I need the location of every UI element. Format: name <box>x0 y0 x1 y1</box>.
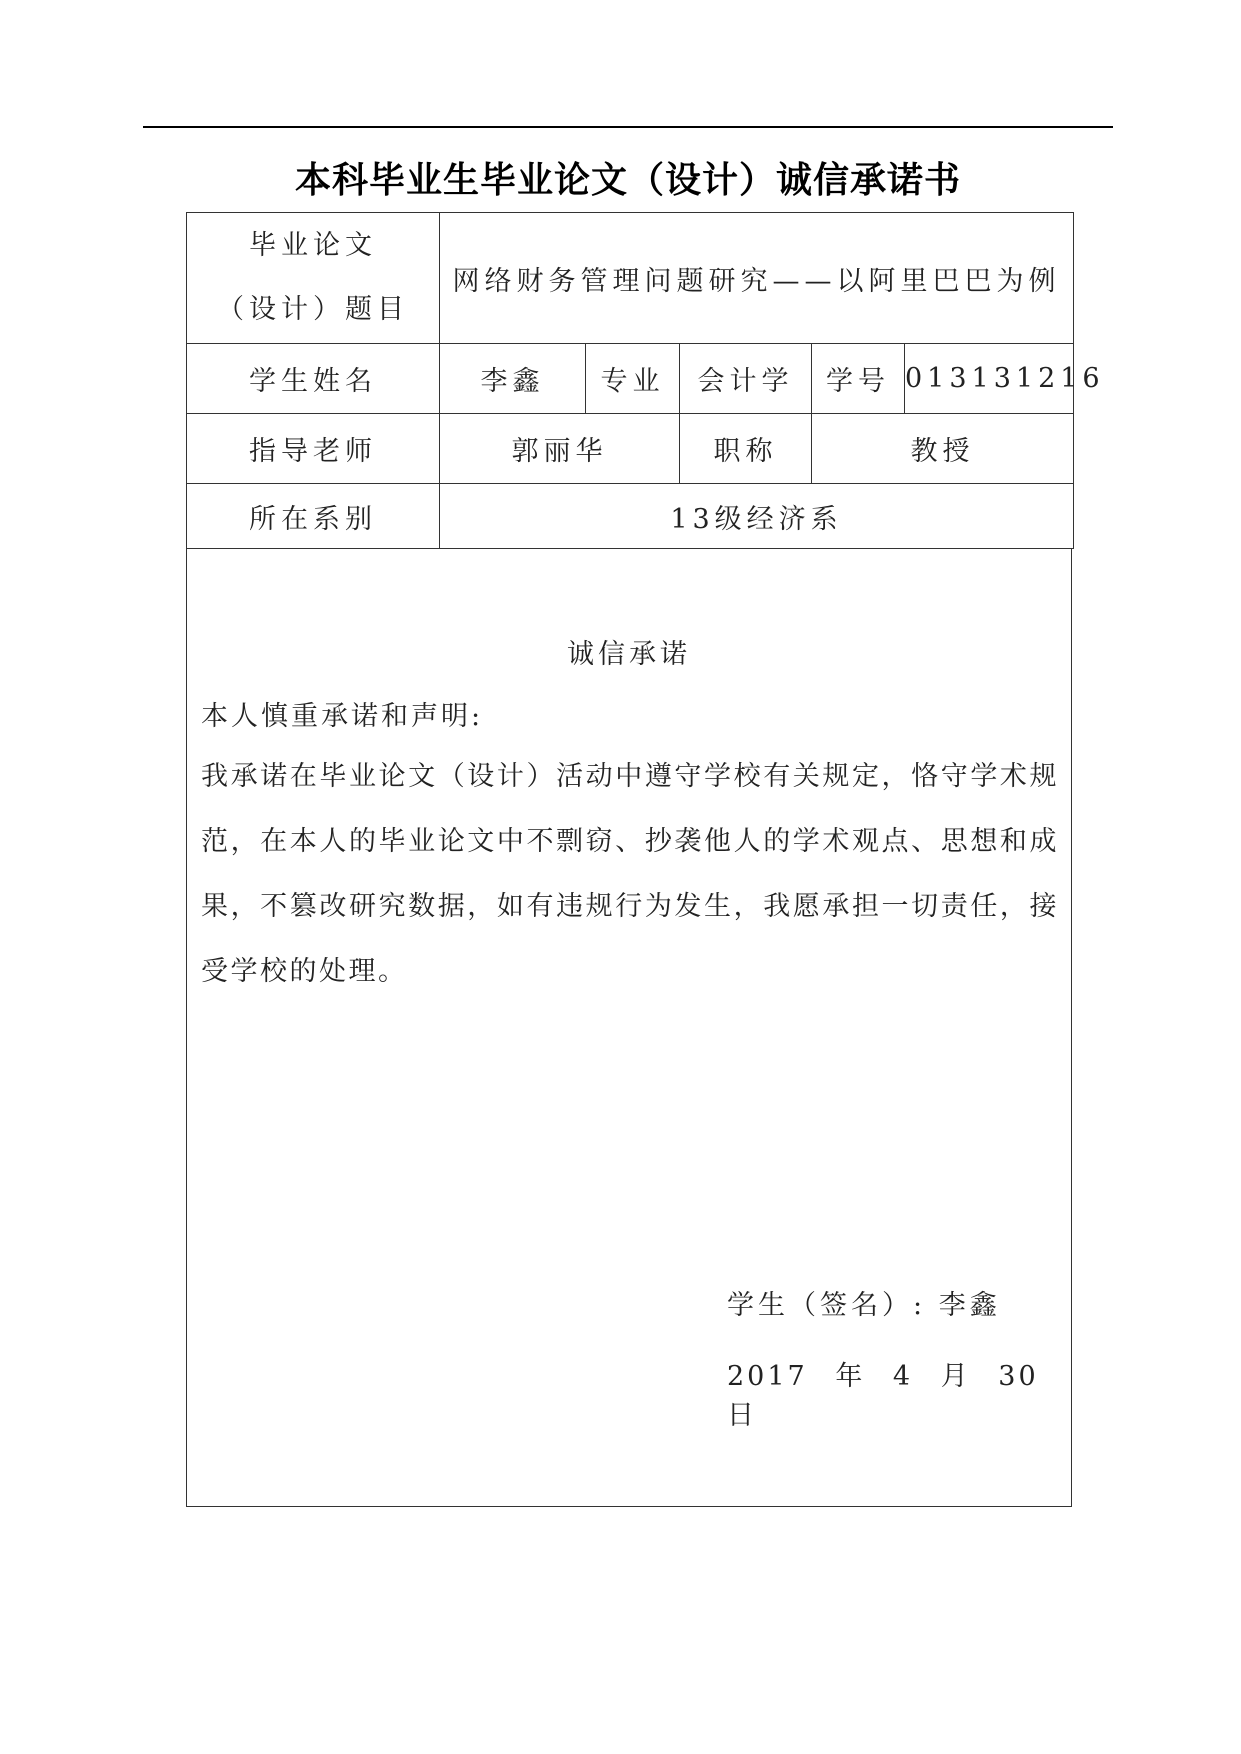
department-row <box>187 484 1074 549</box>
date-month: 4 <box>892 1361 914 1392</box>
student-name-value: 李鑫 <box>440 344 586 414</box>
advisor-row <box>187 414 1074 484</box>
document-title: 本科毕业生毕业论文（设计）诚信承诺书 <box>294 160 961 201</box>
advisor-label: 指导老师 <box>187 414 440 484</box>
topic-label-cell <box>187 213 440 344</box>
info-table <box>186 212 1105 549</box>
student-id-label: 学号 <box>812 344 905 414</box>
date-line <box>727 1354 1071 1432</box>
title-rank-label: 职称 <box>680 414 812 484</box>
major-label: 专业 <box>586 344 680 414</box>
advisor-value: 郭丽华 <box>440 414 680 484</box>
department-label: 所在系别 <box>187 484 440 549</box>
date-day: 30 <box>998 1361 1039 1392</box>
topic-row <box>187 213 1074 344</box>
signature-name: 李鑫 <box>938 1290 1001 1321</box>
date-day-unit: 日 <box>727 1400 757 1431</box>
signature-line <box>727 1283 1001 1322</box>
signature-label: 学生（签名）: <box>727 1290 927 1321</box>
promise-intro: 本人慎重承诺和声明: <box>201 701 484 732</box>
promise-section <box>186 548 1072 1507</box>
date-year: 2017 <box>727 1361 808 1392</box>
student-id-value: 013131216 <box>905 344 1074 414</box>
date-year-unit: 年 <box>835 1361 866 1392</box>
header-rule <box>143 126 1113 128</box>
promise-body: 我承诺在毕业论文（设计）活动中遵守学校有关规定，恪守学术规范，在本人的毕业论文中不剽窃、抄袭他人的学术观点、思想和成果，不篡改研究数据，如有违规行为发生，我愿承担一切责任，接受学校的处理。 <box>201 761 1059 987</box>
topic-label-line1: 毕业论文 <box>249 230 377 261</box>
major-value: 会计学 <box>680 344 812 414</box>
topic-label-line2: （设计）题目 <box>217 294 409 325</box>
date-month-unit: 月 <box>940 1361 971 1392</box>
student-row <box>187 344 1074 414</box>
title-rank-value: 教授 <box>812 414 1074 484</box>
topic-value: 网络财务管理问题研究——以阿里巴巴为例 <box>440 213 1074 344</box>
promise-heading: 诚信承诺 <box>567 639 691 670</box>
student-name-label: 学生姓名 <box>187 344 440 414</box>
department-value: 13级经济系 <box>440 484 1074 549</box>
